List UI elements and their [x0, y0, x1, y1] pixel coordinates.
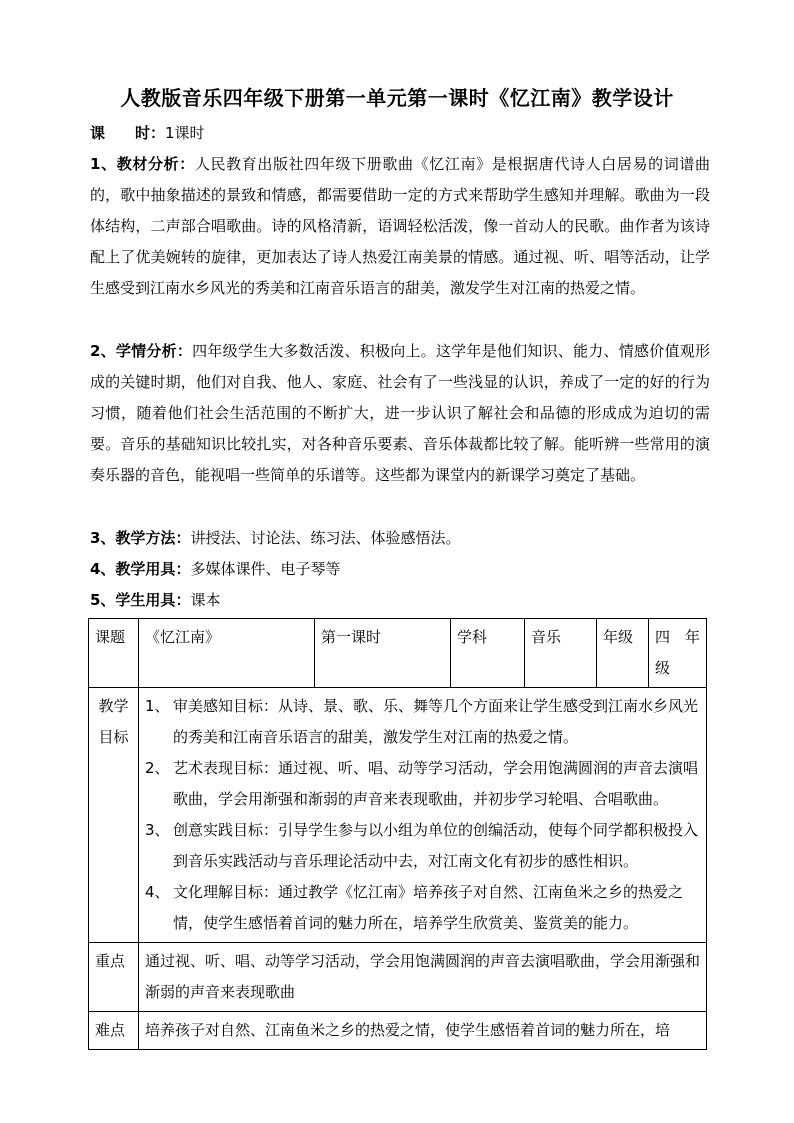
section-text: 人民教育出版社四年级下册歌曲《忆江南》是根据唐代诗人白居易的词谱曲的，歌中抽象描述的景致和情感，都需要借助一定的方式来帮助学生感知并理解。歌曲为一段体结构，二声部合唱歌曲。诗的风格清新，语调轻松活泼，像一首动人的民歌。曲作者为该诗配上了优美婉转的旋律，更加表达了诗人热爱江南美景的情感。通过视、听、唱等活动，让学生感受到江南水乡风光的秀美和江南音乐语言的甜美，激发学生对江南的热爱之情。 — [90, 155, 710, 297]
goal-number: 1、 — [145, 697, 170, 715]
period-value: 1课时 — [165, 124, 205, 142]
goal-item — [145, 815, 700, 877]
period-line — [90, 118, 710, 149]
grade-label-cell: 年级 — [597, 619, 649, 688]
section-text: 多媒体课件、电子琴等 — [190, 560, 341, 578]
difficulty-label-cell: 难点 — [89, 1012, 139, 1050]
section-label: 5、学生用具： — [90, 591, 191, 609]
goal-text: 审美感知目标：从诗、景、歌、乐、舞等几个方面来让学生感受到江南水乡风光的秀美和江南音乐语言的甜美，激发学生对江南的热爱之情。 — [173, 697, 699, 746]
table-row-difficulty — [89, 1012, 707, 1050]
goal-number: 4、 — [145, 883, 170, 901]
section-label: 1、教材分析： — [90, 155, 195, 173]
goals-list — [145, 691, 700, 939]
goal-item — [145, 877, 700, 939]
goal-number: 3、 — [145, 821, 170, 839]
section-text: 讲授法、讨论法、练习法、体验感悟法。 — [190, 529, 461, 547]
section-teaching-tools — [90, 554, 710, 585]
subject-label-cell: 学科 — [451, 619, 525, 688]
subject-value-cell: 音乐 — [525, 619, 597, 688]
section-material-analysis — [90, 149, 710, 304]
table-row-key-points — [89, 943, 707, 1012]
section-text: 课本 — [190, 591, 221, 609]
difficulty-text-cell: 培养孩子对自然、江南鱼米之乡的热爱之情，使学生感悟着首词的魅力所在，培 — [139, 1012, 707, 1050]
table-row-goals — [89, 688, 707, 943]
period-value-cell: 第一课时 — [315, 619, 451, 688]
document-title: 人教版音乐四年级下册第一单元第一课时《忆江南》教学设计 — [120, 86, 674, 110]
goal-item — [145, 691, 700, 753]
key-label-cell: 重点 — [89, 943, 139, 1012]
key-text-cell: 通过视、听、唱、动等学习活动，学会用饱满圆润的声音去演唱歌曲，学会用渐强和渐弱的声音来表现歌曲 — [139, 943, 707, 1012]
goal-text: 创意实践目标：引导学生参与以小组为单位的创编活动，使每个同学都积极投入到音乐实践活动与音乐理论活动中去，对江南文化有初步的感性相识。 — [173, 821, 699, 870]
goal-item — [145, 753, 700, 815]
grade-value-cell: 四 年级 — [649, 619, 707, 688]
table-row-header — [89, 619, 707, 688]
lesson-table — [88, 618, 707, 1050]
section-teaching-method — [90, 523, 710, 554]
section-label: 4、教学用具： — [90, 560, 191, 578]
section-student-tools — [90, 585, 710, 616]
goals-label-cell: 教学目标 — [89, 688, 139, 943]
topic-label-cell: 课题 — [89, 619, 139, 688]
topic-value-cell: 《忆江南》 — [139, 619, 315, 688]
section-student-analysis — [90, 336, 710, 491]
goals-cell — [139, 688, 707, 943]
goal-text: 艺术表现目标：通过视、听、唱、动等学习活动，学会用饱满圆润的声音去演唱歌曲，学会用渐强和渐弱的声音来表现歌曲，并初步学习轮唱、合唱歌曲。 — [173, 759, 699, 808]
goal-number: 2、 — [145, 759, 170, 777]
goal-text: 文化理解目标：通过教学《忆江南》培养孩子对自然、江南鱼米之乡的热爱之情，使学生感悟着首词的魅力所在，培养学生欣赏美、鉴赏美的能力。 — [173, 883, 684, 932]
section-label: 3、教学方法： — [90, 529, 191, 547]
section-text: 四年级学生大多数活泼、积极向上。这学年是他们知识、能力、情感价值观形成的关键时期，他们对自我、他人、家庭、社会有了一些浅显的认识，养成了一定的好的行为习惯，随着他们社会生活范围的不断扩大，进一步认识了解社会和品德的形成成为迫切的需要。音乐的基础知识比较扎实，对各种音乐要素、音乐体裁都比较了解。能听辨一些常用的演奏乐器的音色，能视唱一些简单的乐谱等。这些都为课堂内的新课学习奠定了基础。 — [90, 342, 710, 484]
section-label: 2、学情分析： — [90, 342, 193, 360]
period-label: 课 时： — [90, 124, 166, 142]
